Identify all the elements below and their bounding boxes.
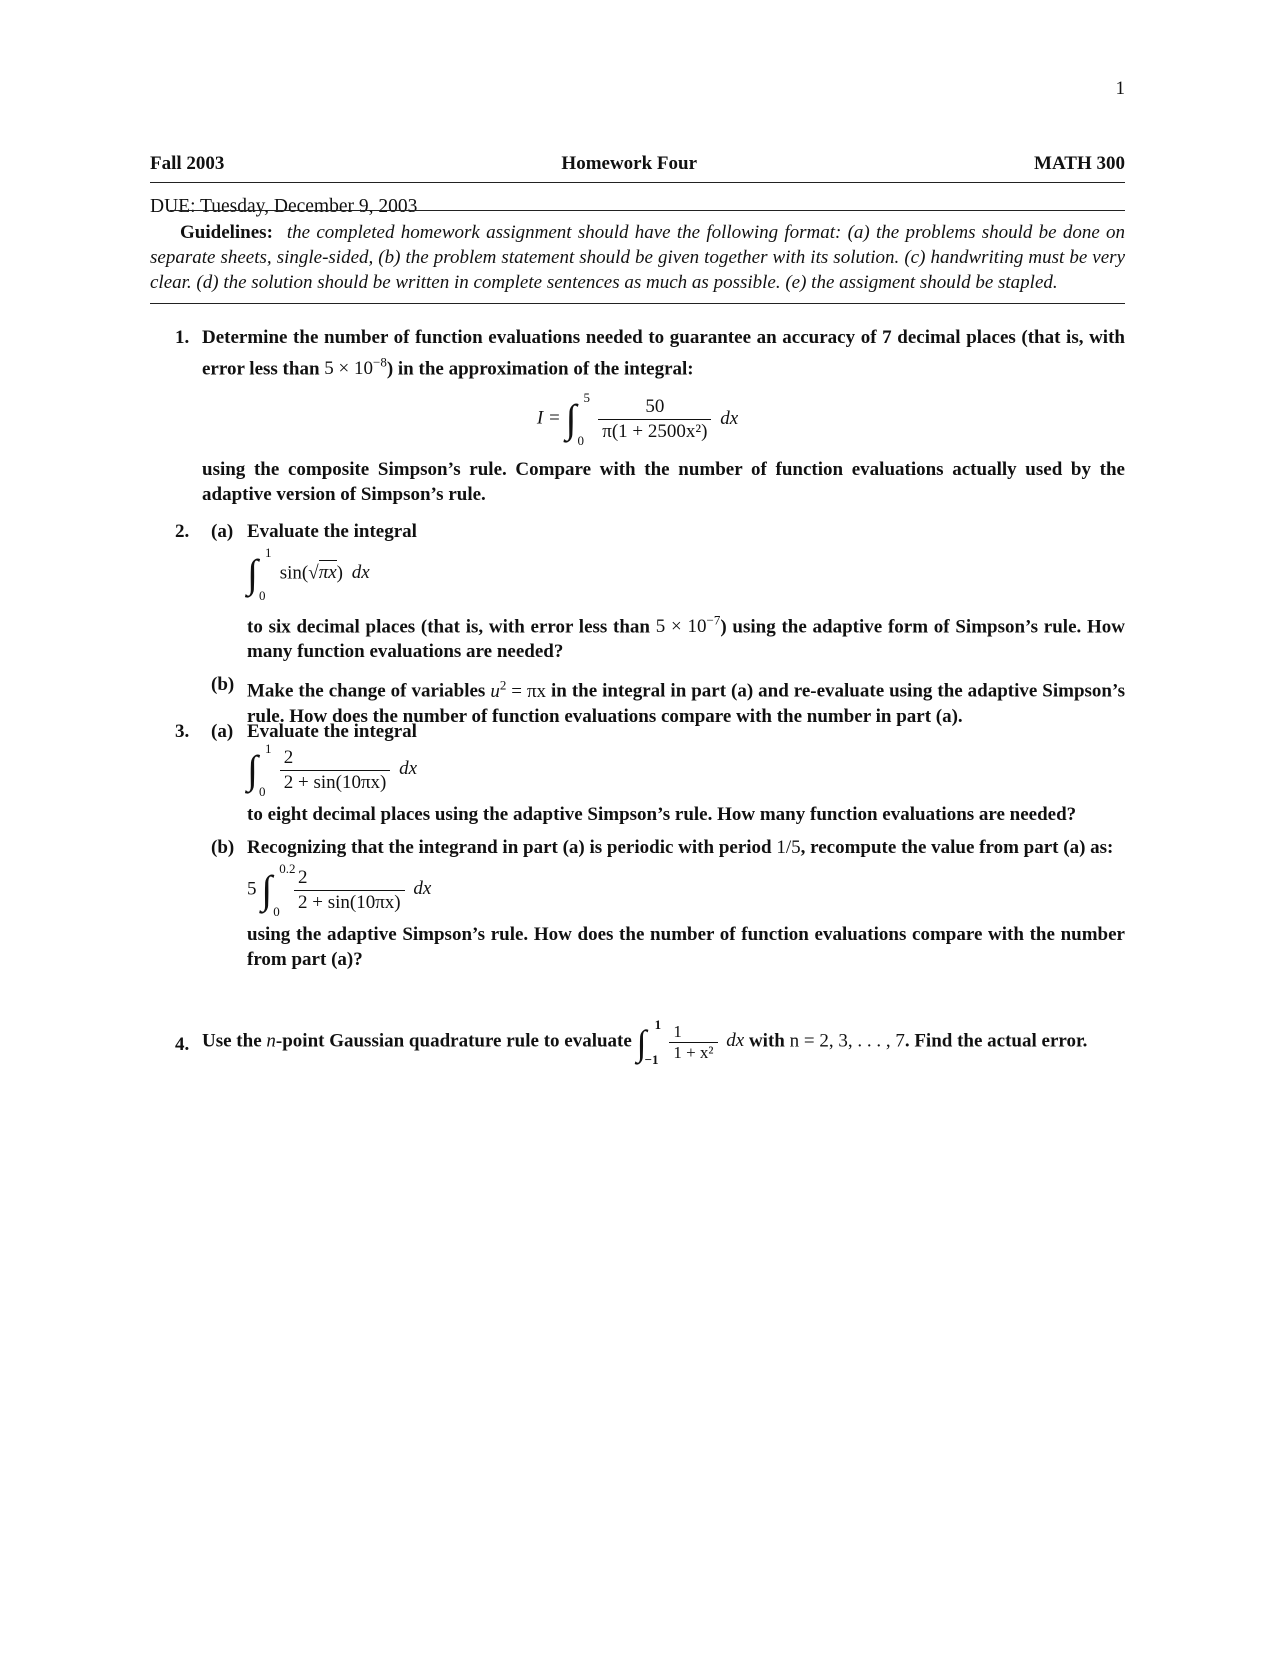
fraction: $\frac{1}{\text{1 + x²}}$ bbox=[669, 1022, 717, 1063]
subpart-a: (a) Evaluate the integral ∫ 1 0 sin(√πx) dx to six decimal places (that is, with error less than $5 \times 10^{-7}$) using the adaptive form of Simpson’s rule. How many function evaluations are needed? bbox=[211, 521, 1126, 663]
problem-number: 4. bbox=[175, 1034, 190, 1055]
integral-sign: ∫ 1 0 bbox=[247, 545, 272, 603]
fraction: $\frac{2}{2 + \sin(10\pi x)}$ bbox=[280, 746, 391, 795]
integral-formula: ∫ 1 0 $\frac{2}{2 + \sin(10\pi x)}$ dx bbox=[247, 741, 418, 799]
problem-number: 3. bbox=[175, 721, 190, 742]
subpart-b: (b) Make the change of variables $u^2 = \pi x$ in the integral in part (a) and re-evaluate using the adaptive Simpson’s rule. How does the number of function evaluations compare with the number in part (a). bbox=[211, 674, 1126, 727]
due-date: DUE: Tuesday, December 9, 2003 bbox=[150, 196, 418, 217]
problem-2 bbox=[150, 519, 1125, 729]
integral-sign: ∫ 0.2 0 bbox=[261, 861, 296, 919]
integral-formula: ∫ 1 0 sin(√πx) dx bbox=[247, 545, 370, 603]
integral-sign: ∫ 5 0 bbox=[565, 390, 591, 449]
problem-number: 1. bbox=[175, 327, 190, 348]
problem-4 bbox=[150, 1017, 1125, 1067]
problem-followup: using the composite Simpson’s rule. Compare with the number of function evaluations actually used by the adaptive version of Simpson’s rule. bbox=[202, 459, 1125, 506]
header-title: Homework Four bbox=[561, 153, 698, 174]
error-bound: $5 \times 10^{-8}$ bbox=[324, 355, 387, 380]
subpart-b: (b) Recognizing that the integrand in part (a) is periodic with period 1/5, recompute the value from part (a) as: 5 ∫ 0.2 0 $\frac{2}{2 + \sin(10\pi x)}$ dx using the adaptive Simpson’s rule. How does the number of function evaluations compare with the number from part (a)? bbox=[211, 837, 1125, 970]
header-semester: Fall 2003 bbox=[150, 153, 225, 174]
problem-number: 2. bbox=[175, 521, 190, 542]
integral-formula: 5 ∫ 0.2 0 $\frac{2}{2 + \sin(10\pi x)}$ dx bbox=[247, 861, 432, 919]
guidelines-bottom-rule bbox=[150, 303, 1125, 304]
guidelines-top-rule bbox=[170, 210, 1125, 211]
document-header bbox=[150, 153, 1125, 175]
integral-sign: ∫ 1 −1 bbox=[636, 1017, 662, 1067]
fraction: $\frac{50}{\text{π(1 + 2500x²)}}$ bbox=[598, 395, 711, 444]
page-number: 1 bbox=[1115, 78, 1125, 99]
integral-sign: ∫ 1 0 bbox=[247, 741, 272, 799]
subpart-a: (a) Evaluate the integral ∫ 1 0 $\frac{2}{2 + \sin(10\pi x)}$ dx to eight decimal places using the adaptive Simpson’s rule. How many function evaluations are needed? bbox=[247, 719, 1125, 827]
problem-statement: Use the n-point Gaussian quadrature rule to evaluate ∫ 1 −1 $\frac{1}{\text{1 + x²}}$ dx with n = 2, 3, . . . , 7. Find the actual error. bbox=[202, 1017, 1088, 1067]
problem-3 bbox=[150, 719, 1125, 972]
header-rule bbox=[150, 182, 1125, 183]
guidelines-box bbox=[150, 220, 1125, 295]
guidelines-text: the completed homework assignment should have the following format: (a) the problems should be done on separate sheets, single-sided, (b) the problem statement should be given together with its solution. (c) handwriting must be very clear. (d) the solution should be written in complete sentences as much as possible. (e) the assigment should be stapled. bbox=[150, 222, 1125, 293]
integral-formula: I = ∫ 5 0 $\frac{50}{\text{π(1 + 2500x²)}}$ dx bbox=[536, 390, 739, 449]
fraction: $\frac{2}{2 + \sin(10\pi x)}$ bbox=[294, 866, 405, 915]
problem-1 bbox=[150, 325, 1125, 507]
guidelines-label: Guidelines: bbox=[180, 222, 273, 243]
problem-statement: Determine the number of function evaluations needed to guarantee an accuracy of 7 decimal places (that is, with error less than $5 \times 10^{-8}$) in the approximation of the integral: bbox=[202, 327, 1125, 380]
header-course: MATH 300 bbox=[1034, 153, 1125, 174]
